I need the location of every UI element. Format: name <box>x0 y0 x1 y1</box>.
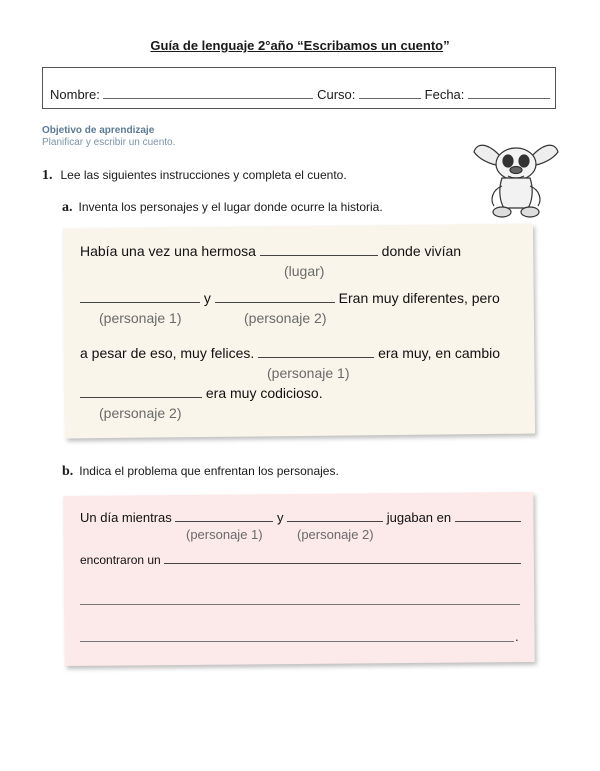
question-1-number: 1. <box>42 168 53 183</box>
story-a-line-4 <box>80 385 323 401</box>
b-hint-personaje-2: (personaje 2) <box>297 527 374 542</box>
date-field[interactable] <box>468 87 550 99</box>
story-b-line-2-start: encontraron un <box>80 553 161 567</box>
name-label: Nombre: <box>50 87 100 102</box>
stitch-illustration <box>472 130 560 220</box>
question-1 <box>42 168 347 184</box>
story-a-line-1-start: Había una vez una hermosa <box>80 243 256 259</box>
story-b-line-1 <box>80 509 521 525</box>
hint-lugar: (lugar) <box>284 263 325 279</box>
story-a-line-3-end: era muy, en cambio <box>378 345 500 361</box>
title-closing-quote: ” <box>443 38 450 53</box>
course-label: Curso: <box>317 87 356 102</box>
date-label: Fecha: <box>424 87 465 102</box>
part-a-text: Inventa los personajes y el lugar donde ocurre la historia. <box>78 200 383 214</box>
part-a-instruction <box>62 200 383 216</box>
story-b-line-1-start: Un día mientras <box>80 510 172 525</box>
story-b-and: y <box>277 510 284 525</box>
course-field[interactable] <box>359 87 421 99</box>
b-personaje-2-blank[interactable] <box>287 509 383 522</box>
b-hint-personaje-1: (personaje 1) <box>186 527 263 542</box>
question-1-text: Lee las siguientes instrucciones y completa el cuento. <box>60 168 347 182</box>
story-a-line-2 <box>80 290 500 306</box>
student-info-row <box>50 87 550 102</box>
story-a-line-2-end: Eran muy diferentes, pero <box>338 290 500 306</box>
story-a-line-1-end: donde vivían <box>381 243 462 259</box>
hint-personaje-2: (personaje 2) <box>244 310 327 326</box>
personaje-2-blank[interactable] <box>215 290 335 303</box>
writing-line-2[interactable] <box>80 641 514 642</box>
objective-text: Planificar y escribir un cuento. <box>42 137 176 148</box>
story-b-line-2 <box>80 551 521 567</box>
lugar-blank[interactable] <box>260 243 378 256</box>
title-main: Guía de lenguaje 2°año “Escribamos un cuento <box>150 38 444 53</box>
story-a-line-1 <box>80 243 461 259</box>
b-personaje-1-blank[interactable] <box>175 509 273 522</box>
part-b-instruction <box>62 464 339 480</box>
final-period: . <box>515 629 519 644</box>
hint-personaje-1: (personaje 1) <box>99 310 182 326</box>
hint-personaje-2-b: (personaje 2) <box>99 405 182 421</box>
place-blank[interactable] <box>455 509 521 522</box>
story-a-line-4-end: era muy codicioso. <box>205 385 323 401</box>
story-b-line-1-end: jugaban en <box>386 510 452 525</box>
personaje-2-blank-2[interactable] <box>80 385 202 398</box>
writing-line-1[interactable] <box>80 604 520 605</box>
story-a-line-3 <box>80 345 500 361</box>
story-a-and: y <box>203 290 211 306</box>
part-b-text: Indica el problema que enfrentan los personajes. <box>79 464 339 478</box>
part-b-letter: b. <box>62 464 74 479</box>
objective-title: Objetivo de aprendizaje <box>42 125 155 136</box>
story-a-line-3-start: a pesar de eso, muy felices. <box>80 345 255 361</box>
page-title <box>0 38 600 53</box>
part-a-letter: a. <box>62 200 73 215</box>
name-field[interactable] <box>103 87 313 99</box>
found-object-blank[interactable] <box>164 551 521 564</box>
hint-personaje-1-b: (personaje 1) <box>267 365 350 381</box>
personaje-1-blank-2[interactable] <box>258 345 374 358</box>
personaje-1-blank[interactable] <box>80 290 200 303</box>
